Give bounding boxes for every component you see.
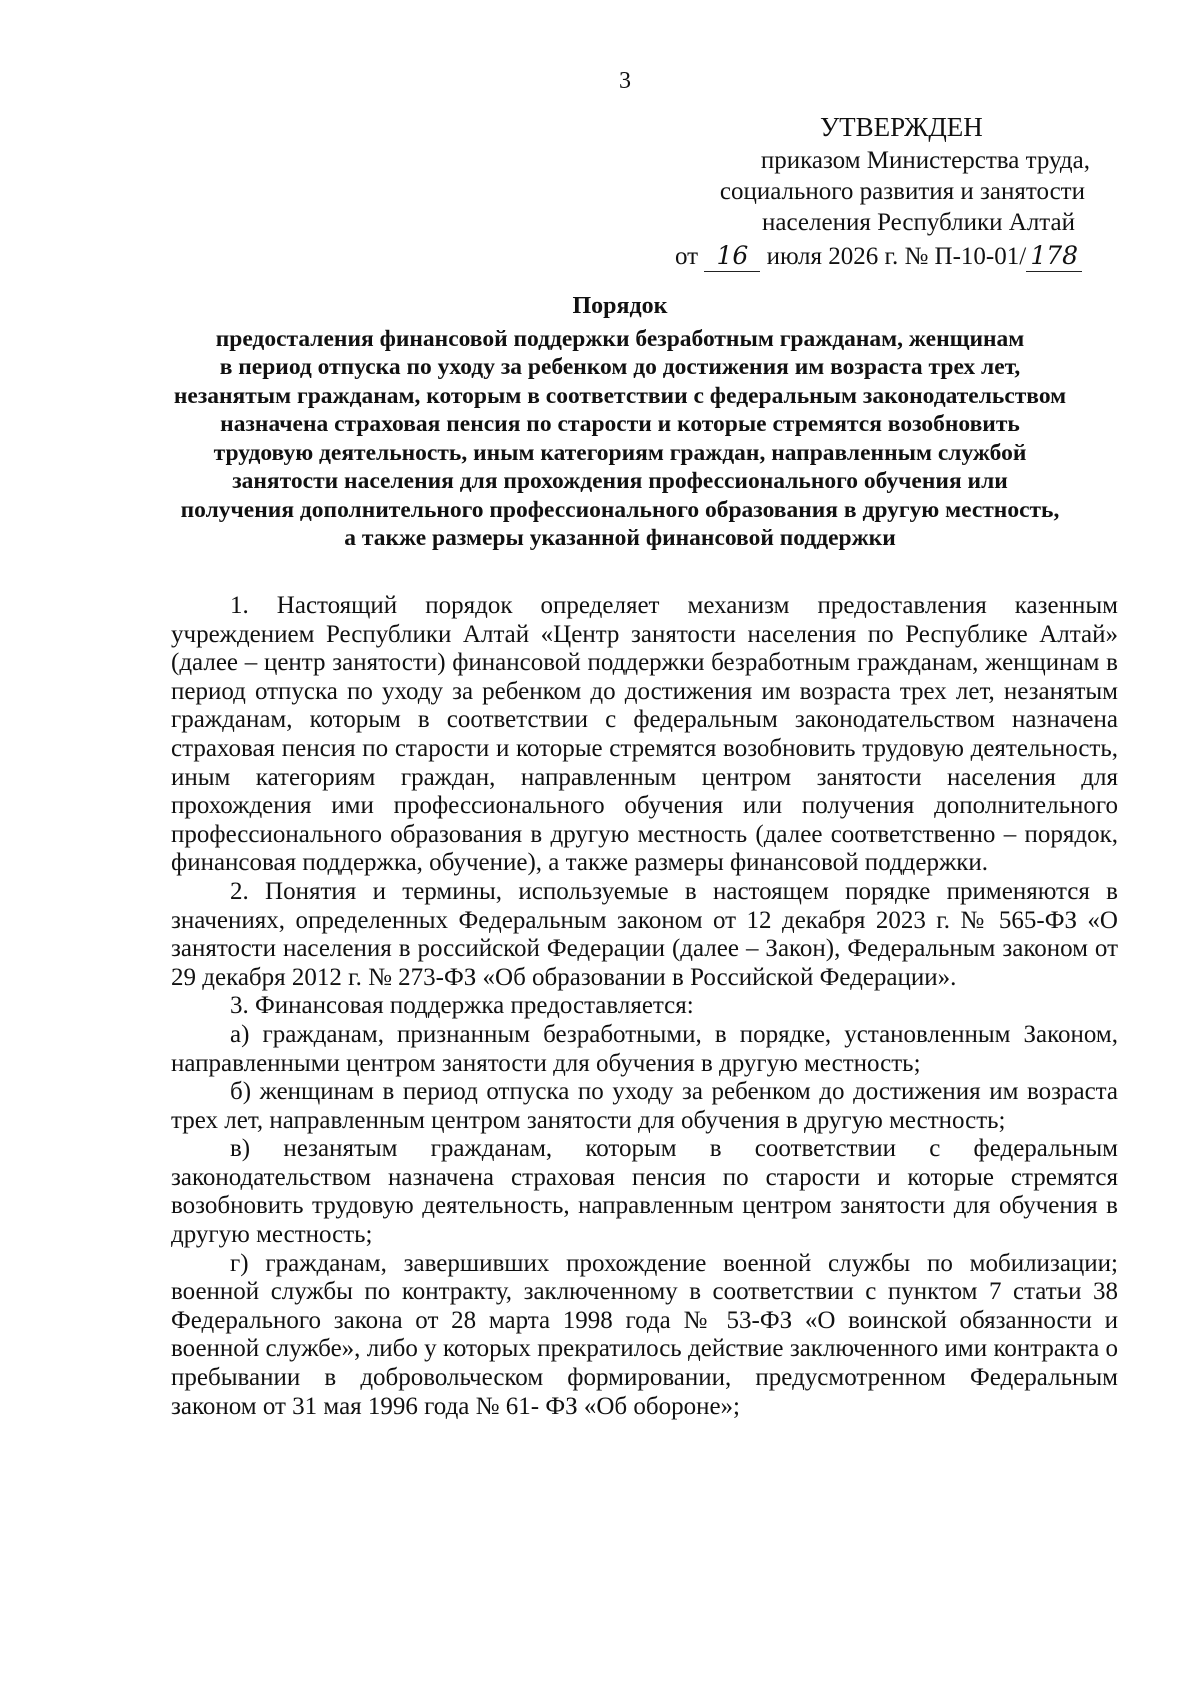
paragraph-1: 1. Настоящий порядок определяет механизм предоставления казенным учреждением Республики Алтай «Центр занятости населения по Республике Алтай» (далее – центр занятости) финансовой поддержки безработным гражданам, женщинам в период отпуска по уходу за ребенком до достижения им возраста трех лет, незанятым гражданам, которым в соответствии с федеральным законодательством назначена страховая пенсия по старости и которые стремятся возобновить трудовую деятельность, иным категориям граждан, направленным центром занятости населения для прохождения ими профессионального обучения или получения дополнительного профессионального образования в другую местность (далее соответственно – порядок, финансовая поддержка, обучение), а также размеры финансовой поддержки. (171, 592, 1118, 877)
approved-label: УТВЕРЖДЕН (820, 112, 983, 142)
date-middle: июля 2026 г. № П-10-01/ (766, 243, 1027, 270)
approval-stamp-block (640, 112, 1110, 272)
document-title: Порядок (572, 293, 668, 319)
paragraph-3g: г) гражданам, завершивших прохождение военной службы по мобилизации; военной службы по контракту, заключенному в соответствии с пунктом 7 статьи 38 Федерального закона от 28 марта 1998 года № 53-ФЗ «О воинской обязанности и военной службе», либо у которых прекратилось действие заключенного ими контракта о пребывании в добровольческом формировании, предусмотренном Федеральным законом от 31 мая 1996 года № 61- ФЗ «Об обороне»; (171, 1249, 1118, 1420)
date-prefix: от (675, 243, 699, 270)
title-line: назначена страховая пенсия по старости и которые стремятся возобновить (220, 411, 1020, 437)
title-line: предосталения финансовой поддержки безработным гражданам, женщинам (215, 325, 1025, 352)
paragraph-3: 3. Финансовая поддержка предоставляется: (230, 992, 694, 1020)
title-line: получения дополнительного профессионального образования в другую местность, (180, 496, 1060, 523)
title-line: в период отпуска по уходу за ребенком до достижения им возраста трех лет, (219, 354, 1021, 380)
title-line: а также размеры указанной финансовой поддержки (344, 525, 896, 551)
paragraph-3v: в) незанятым гражданам, которым в соответствии с федеральным законодательством назначена страховая пенсия по старости и которые стремятся возобновить трудовую деятельность, направленным центром занятости для обучения в другую местность; (171, 1135, 1118, 1249)
document-title-block (120, 292, 1120, 553)
title-line: незанятым гражданам, которым в соответствии с федеральным законодательством (173, 382, 1067, 409)
paragraph-3a: а) гражданам, признанным безработными, в порядке, установленным Законом, направленными центром занятости для обучения в другую местность; (171, 1020, 1118, 1077)
paragraph-3b: б) женщинам в период отпуска по уходу за ребенком до достижения им возраста трех лет, направленным центром занятости для обучения в другую местность; (171, 1078, 1118, 1134)
approval-line-order: приказом Министерства труда, (760, 147, 1090, 174)
page-number: 3 (619, 68, 631, 94)
approval-date-line (640, 240, 1110, 272)
approval-line-ministry: социального развития и занятости (719, 178, 1085, 205)
paragraph-2: 2. Понятия и термины, используемые в настоящем порядке применяются в значениях, определенных Федеральным законом от 12 декабря 2023 г. № 565-ФЗ «О занятости населения в российской Федерации (далее – Закон), Федеральным законом от 29 декабря 2012 г. № 273-ФЗ «Об образовании в Российской Федерации». (171, 877, 1118, 991)
title-line: занятости населения для прохождения профессионального обучения или (232, 468, 1008, 494)
document-body (171, 592, 1118, 1421)
approval-line-region: населения Республики Алтай (762, 209, 1075, 236)
handwritten-day: 16 (704, 240, 760, 272)
handwritten-order-number: 178 (1026, 240, 1082, 272)
title-line: трудовую деятельность, иным категориям граждан, направленным службой (213, 439, 1027, 466)
